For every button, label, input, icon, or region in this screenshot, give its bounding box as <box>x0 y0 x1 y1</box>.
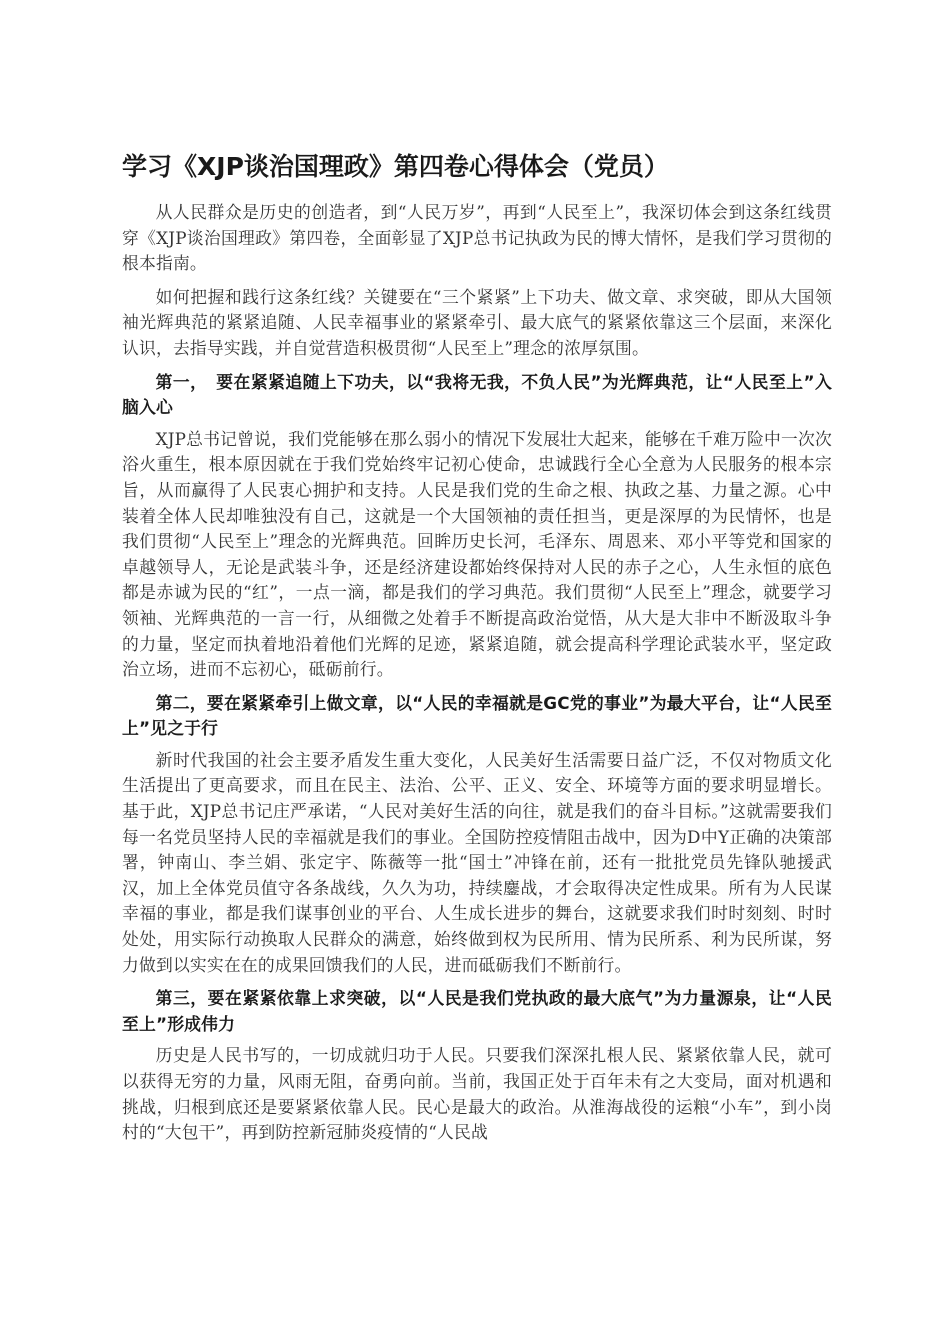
section-1-heading: 第一， 要在紧紧追随上下功夫，以“我将无我，不负人民”为光辉典范，让“人民至上”入脑入心 <box>122 371 832 418</box>
intro-paragraph-2: 如何把握和践行这条红线？关键要在“三个紧紧”上下功夫、做文章、求突破，即从大国领袖光辉典范的紧紧追随、人民幸福事业的紧紧牵引、最大底气的紧紧依靠这三个层面，来深化认识，去指导实践，并自觉营造积极贯彻“人民至上”理念的浓厚氛围。 <box>122 286 832 358</box>
document-content <box>122 150 832 1154</box>
section-1-body: XJP总书记曾说，我们党能够在那么弱小的情况下发展壮大起来，能够在千难万险中一次次浴火重生，根本原因就在于我们党始终牢记初心使命，忠诚践行全心全意为人民服务的根本宗旨，从而赢得了人民衷心拥护和支持。人民是我们党的生命之根、执政之基、力量之源。心中装着全体人民却唯独没有自己，这就是一个大国领袖的责任担当，更是深厚的为民情怀，也是我们贯彻“人民至上”理念的光辉典范。回眸历史长河，毛泽东、周恩来、邓小平等党和国家的卓越领导人，无论是武装斗争，还是经济建设都始终保持对人民的赤子之心，人生永恒的底色都是赤诚为民的“红”，一点一滴，都是我们的学习典范。我们贯彻“人民至上”理念，就要学习领袖、光辉典范的一言一行，从细微之处着手不断提高政治觉悟，从大是大非中不断汲取斗争的力量，坚定而执着地沿着他们光辉的足迹，紧紧追随，就会提高科学理论武装水平，坚定政治立场，进而不忘初心，砥砺前行。 <box>122 428 832 680</box>
section-2-body: 新时代我国的社会主要矛盾发生重大变化，人民美好生活需要日益广泛，不仅对物质文化生活提出了更高要求，而且在民主、法治、公平、正义、安全、环境等方面的要求明显增长。基于此，XJP总书记庄严承诺，“人民对美好生活的向往，就是我们的奋斗目标。”这就需要我们每一名党员坚持人民的幸福就是我们的事业。全国防控疫情阻击战中，因为D中Y正确的决策部署，钟南山、李兰娟、张定宇、陈薇等一批“国士”冲锋在前，还有一批批党员先锋队驰援武汉，加上全体党员值守各条战线，久久为功，持续鏖战，才会取得决定性成果。所有为人民谋幸福的事业，都是我们谋事创业的平台、人生成长进步的舞台，这就要求我们时时刻刻、时时处处，用实际行动换取人民群众的满意，始终做到权为民所用、情为民所系、利为民所谋，努力做到以实实在在的成果回馈我们的人民，进而砥砺我们不断前行。 <box>122 749 832 975</box>
section-2-heading: 第二，要在紧紧牵引上做文章，以“人民的幸福就是GC党的事业”为最大平台，让“人民至上”见之于行 <box>122 692 832 739</box>
document-title: 学习《XJP谈治国理政》第四卷心得体会（党员） <box>122 152 669 181</box>
section-3-heading: 第三，要在紧紧依靠上求突破，以“人民是我们党执政的最大底气”为力量源泉，让“人民至上”形成伟力 <box>122 988 832 1034</box>
intro-paragraph-1: 从人民群众是历史的创造者，到“人民万岁”，再到“人民至上”，我深切体会到这条红线贯穿《XJP谈治国理政》第四卷，全面彰显了XJP总书记执政为民的博大情怀，是我们学习贯彻的根本指南。 <box>122 202 832 274</box>
section-3-body: 历史是人民书写的，一切成就归功于人民。只要我们深深扎根人民、紧紧依靠人民，就可以获得无穷的力量，风雨无阻，奋勇向前。当前，我国正处于百年未有之大变局，面对机遇和挑战，归根到底还是要紧紧依靠人民。民心是最大的政治。从淮海战役的运粮“小车”，到小岗村的“大包干”，再到防控新冠肺炎疫情的“人民战 <box>122 1045 832 1143</box>
